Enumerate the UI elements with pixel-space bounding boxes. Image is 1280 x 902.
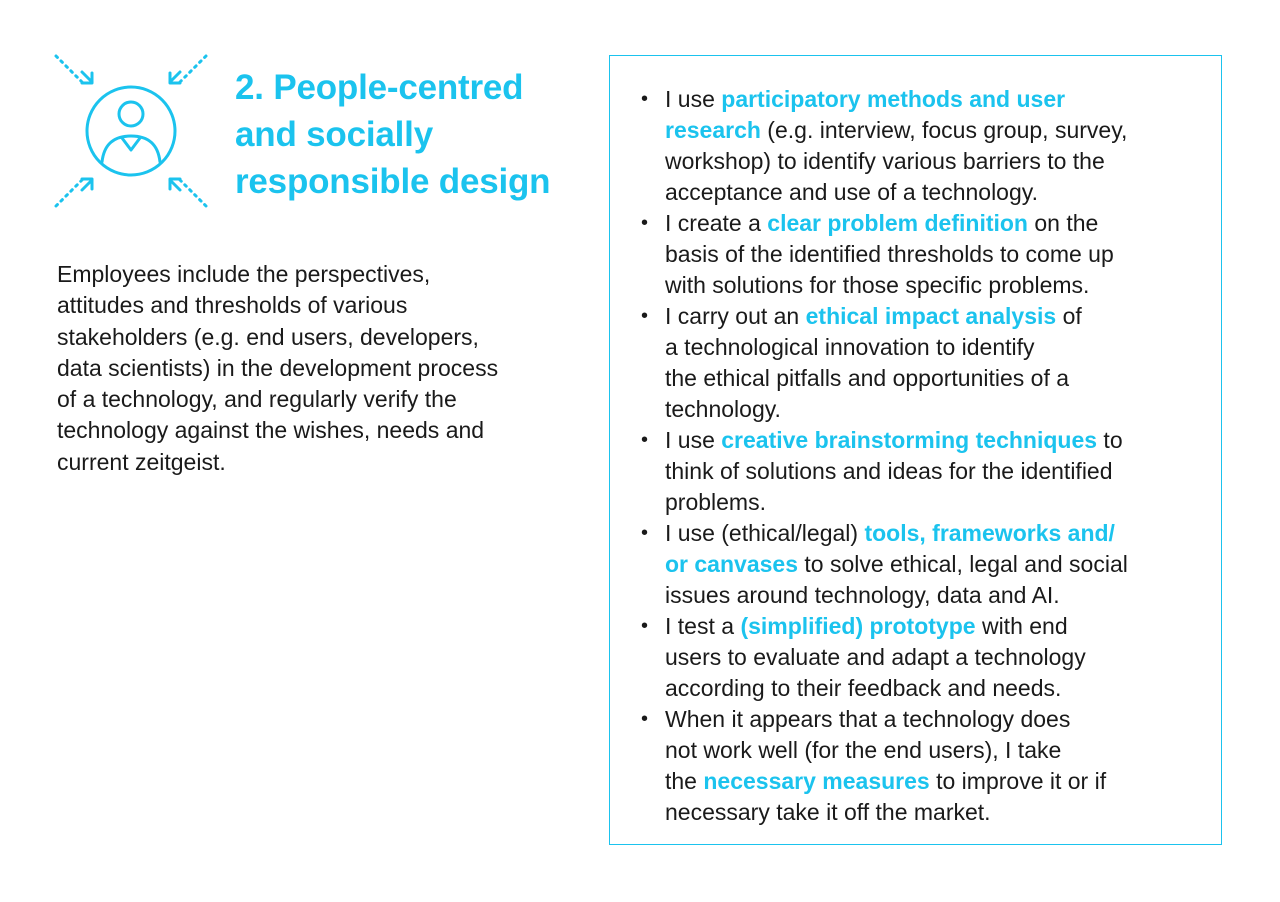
text: When it appears that a technology does (665, 706, 1071, 732)
highlight: research (665, 117, 761, 143)
highlight: participatory methods and user (721, 86, 1066, 112)
text: I carry out an (665, 303, 806, 329)
text: a technological innovation to identify (665, 334, 1035, 360)
bullet-dot: • (641, 88, 649, 110)
text: with end (975, 613, 1068, 639)
text: think of solutions and ideas for the identified (665, 458, 1113, 484)
highlight: (simplified) prototype (740, 613, 976, 639)
text: issues around technology, data and AI. (665, 582, 1060, 608)
text: necessary take it off the market. (665, 799, 991, 825)
list-item (637, 611, 1207, 704)
text: I use (ethical/legal) (665, 520, 865, 546)
bullet-dot: • (641, 212, 649, 234)
text: to improve it or if (929, 768, 1107, 794)
bullet-dot: • (641, 615, 649, 637)
intro-line: Employees include the perspectives, (57, 261, 431, 287)
text: workshop) to identify various barriers to the (665, 148, 1105, 174)
highlight: tools, frameworks and/ (864, 520, 1115, 546)
intro-paragraph (57, 259, 597, 478)
bullet-dot: • (641, 429, 649, 451)
text: I test a (665, 613, 741, 639)
title-line: 2. People-centred (235, 68, 524, 107)
text: of (1056, 303, 1082, 329)
intro-line: current zeitgeist. (57, 448, 226, 475)
text: not work well (for the end users), I take (665, 737, 1062, 763)
text: users to evaluate and adapt a technology (665, 644, 1086, 670)
text: I use (665, 427, 722, 453)
text: to (1097, 427, 1123, 453)
text: (e.g. interview, focus group, survey, (760, 117, 1128, 143)
intro-line: stakeholders (e.g. end users, developers, (57, 323, 479, 350)
list-item (637, 208, 1207, 301)
text: the (665, 768, 704, 794)
intro-line: of a technology, and regularly verify the (57, 386, 457, 413)
text: I use (665, 86, 722, 112)
competence-list (637, 84, 1207, 828)
title-line: responsible design (235, 162, 551, 201)
text: problems. (665, 489, 766, 515)
text: according to their feedback and needs. (665, 675, 1062, 701)
text: with solutions for those specific problems. (665, 272, 1090, 298)
highlight: necessary measures (703, 768, 930, 794)
bullet-dot: • (641, 522, 649, 544)
text: on the (1028, 210, 1099, 236)
bullet-dot: • (641, 708, 649, 730)
text: to solve ethical, legal and social (797, 551, 1128, 577)
intro-line: technology against the wishes, needs and (57, 417, 485, 444)
intro-line: data scientists) in the development process (57, 354, 499, 381)
list-item (637, 301, 1207, 425)
text: technology. (665, 396, 781, 422)
list-item (637, 518, 1207, 611)
highlight: clear problem definition (767, 210, 1028, 236)
intro-line: attitudes and thresholds of various (57, 292, 408, 319)
user-focus-icon (52, 52, 210, 210)
list-item (637, 704, 1207, 828)
bullet-dot: • (641, 305, 649, 327)
highlight: ethical impact analysis (805, 303, 1057, 329)
text: acceptance and use of a technology. (665, 179, 1038, 205)
highlight: or canvases (665, 551, 798, 577)
page-title (235, 64, 595, 205)
list-item (637, 84, 1207, 208)
list-item (637, 425, 1207, 518)
text: basis of the identified thresholds to come up (665, 241, 1114, 267)
highlight: creative brainstorming techniques (721, 427, 1098, 453)
text: the ethical pitfalls and opportunities of a (665, 365, 1070, 391)
text: I create a (665, 210, 768, 236)
title-line: and socially (235, 115, 433, 154)
